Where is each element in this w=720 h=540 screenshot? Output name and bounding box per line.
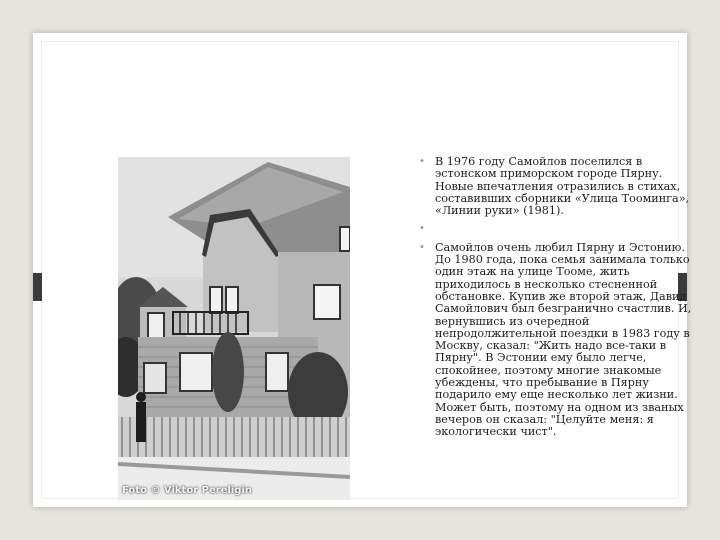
bullet-text: Самойлов очень любил Пярну и Эстонию. До 1980 года, пока семья занимала только один этаж на улице Тооме, жить приходилось в несколько стесненной обстановке. Купив же второй этаж, Давид Самойлович был безгранично счастлив. И, вернувшись из очередной непродолжительной поездки в 1983 году в Москву, сказал: "Жить надо все-таки в Пярну". В Эстонии ему было легче, спокойнее, поэтому многие знакомые убеждены, что пребывание в Пярну подарило ему еще несколько лет жизни. Может быть, поэтому на одном из званых вечеров он сказал: "Целуйте меня: я экологически чист". [435,240,692,439]
bullet-dot-icon: • [419,156,425,167]
house-photo-graphic [118,157,350,500]
left-side-tab [33,273,42,301]
bullet-dot-icon: • [419,223,425,235]
bullet-text: В 1976 году Самойлов поселился в эстонском приморском городе Пярну. Новые впечатления отразились в стихах, составивших сборники «Улица Тооминга», «Линии руки» (1981). [435,155,690,218]
bullet-item [415,156,697,217]
house-photo [118,157,350,500]
bullet-item [415,242,697,439]
bullet-dot-icon: • [419,241,425,253]
bullet-item-empty [415,223,697,235]
photo-caption: Foto © Viktor Pereligin [122,485,252,496]
bullet-text [435,222,439,235]
bullet-list [415,156,697,439]
